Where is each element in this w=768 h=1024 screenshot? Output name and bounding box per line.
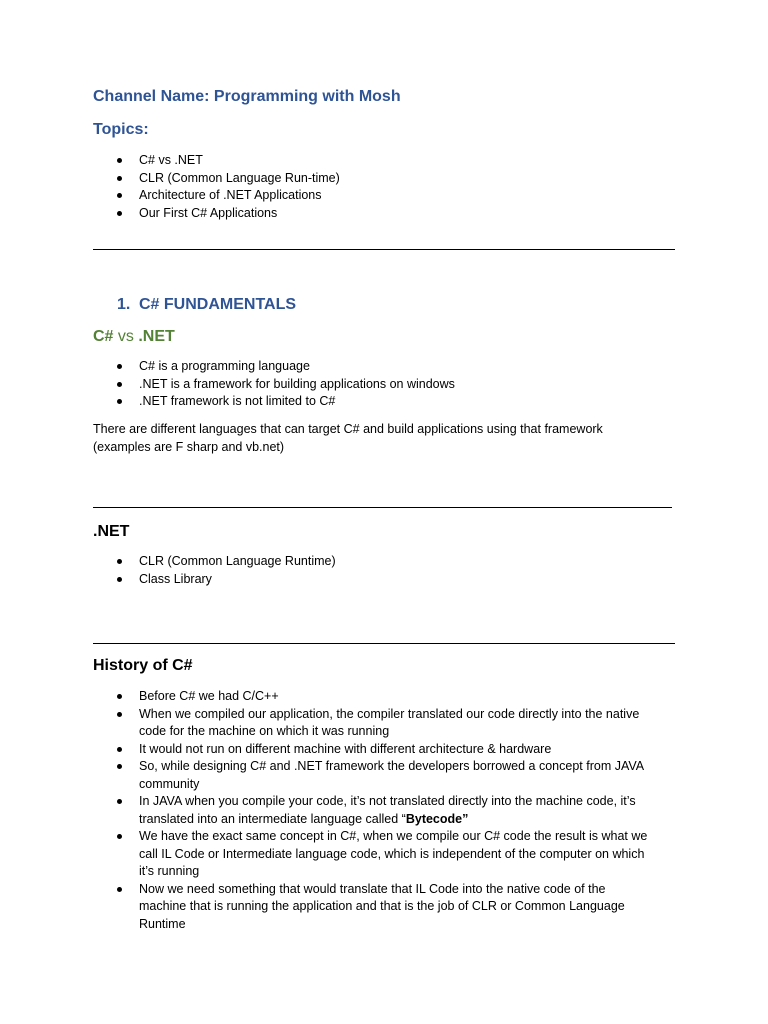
list-item: In JAVA when you compile your code, it’s not translated directly into the machine code, it’s translated into an intermediate language called “Bytecode” [93, 793, 733, 828]
list-item: So, while designing C# and .NET framework the developers borrowed a concept from JAVA community [93, 758, 733, 793]
history-heading: History of C# [93, 657, 193, 674]
channel-name-heading: Channel Name: Programming with Mosh [93, 88, 401, 105]
section-number: 1. [117, 296, 131, 313]
section-heading [117, 296, 296, 314]
topics-heading: Topics: [93, 121, 149, 138]
horizontal-divider [93, 249, 675, 250]
subsection-heading-part: C# [93, 328, 114, 345]
history-list [93, 688, 733, 933]
subsection-heading-part: .NET [138, 328, 175, 345]
list-item: We have the exact same concept in C#, when we compile our C# code the result is what we call IL Code or Intermediate language code, which is independent of the computer on which it’s running [93, 828, 733, 881]
net-list [93, 553, 693, 588]
bytecode-term: Bytecode” [405, 811, 469, 826]
list-item: CLR (Common Language Run-time) [93, 170, 693, 188]
list-item: CLR (Common Language Runtime) [93, 553, 693, 571]
csharp-vs-net-list [93, 358, 693, 411]
subsection-heading [93, 328, 175, 346]
list-item: Before C# we had C/C++ [93, 688, 733, 706]
paragraph [93, 421, 693, 456]
net-heading: .NET [93, 523, 130, 540]
list-item: When we compiled our application, the compiler translated our code directly into the native code for the machine on which it was running [93, 706, 733, 741]
list-item: Class Library [93, 571, 693, 589]
list-item: .NET is a framework for building applications on windows [93, 376, 693, 394]
horizontal-divider [93, 507, 672, 508]
section-title: C# FUNDAMENTALS [139, 296, 297, 313]
list-item: C# is a programming language [93, 358, 693, 376]
list-item: .NET framework is not limited to C# [93, 393, 693, 411]
topics-list [93, 152, 693, 222]
paragraph-line: (examples are F sharp and vb.net) [93, 439, 285, 454]
list-item: Architecture of .NET Applications [93, 187, 693, 205]
horizontal-divider [93, 643, 675, 644]
paragraph-line: There are different languages that can target C# and build applications using that framework [93, 422, 603, 436]
list-item: Now we need something that would translate that IL Code into the native code of the machine that is running the application and that is the job of CLR or Common Language Runtime [93, 881, 733, 934]
list-item: C# vs .NET [93, 152, 693, 170]
list-item: It would not run on different machine with different architecture & hardware [93, 741, 733, 759]
list-item: Our First C# Applications [93, 205, 693, 223]
subsection-heading-part: vs [113, 328, 139, 345]
